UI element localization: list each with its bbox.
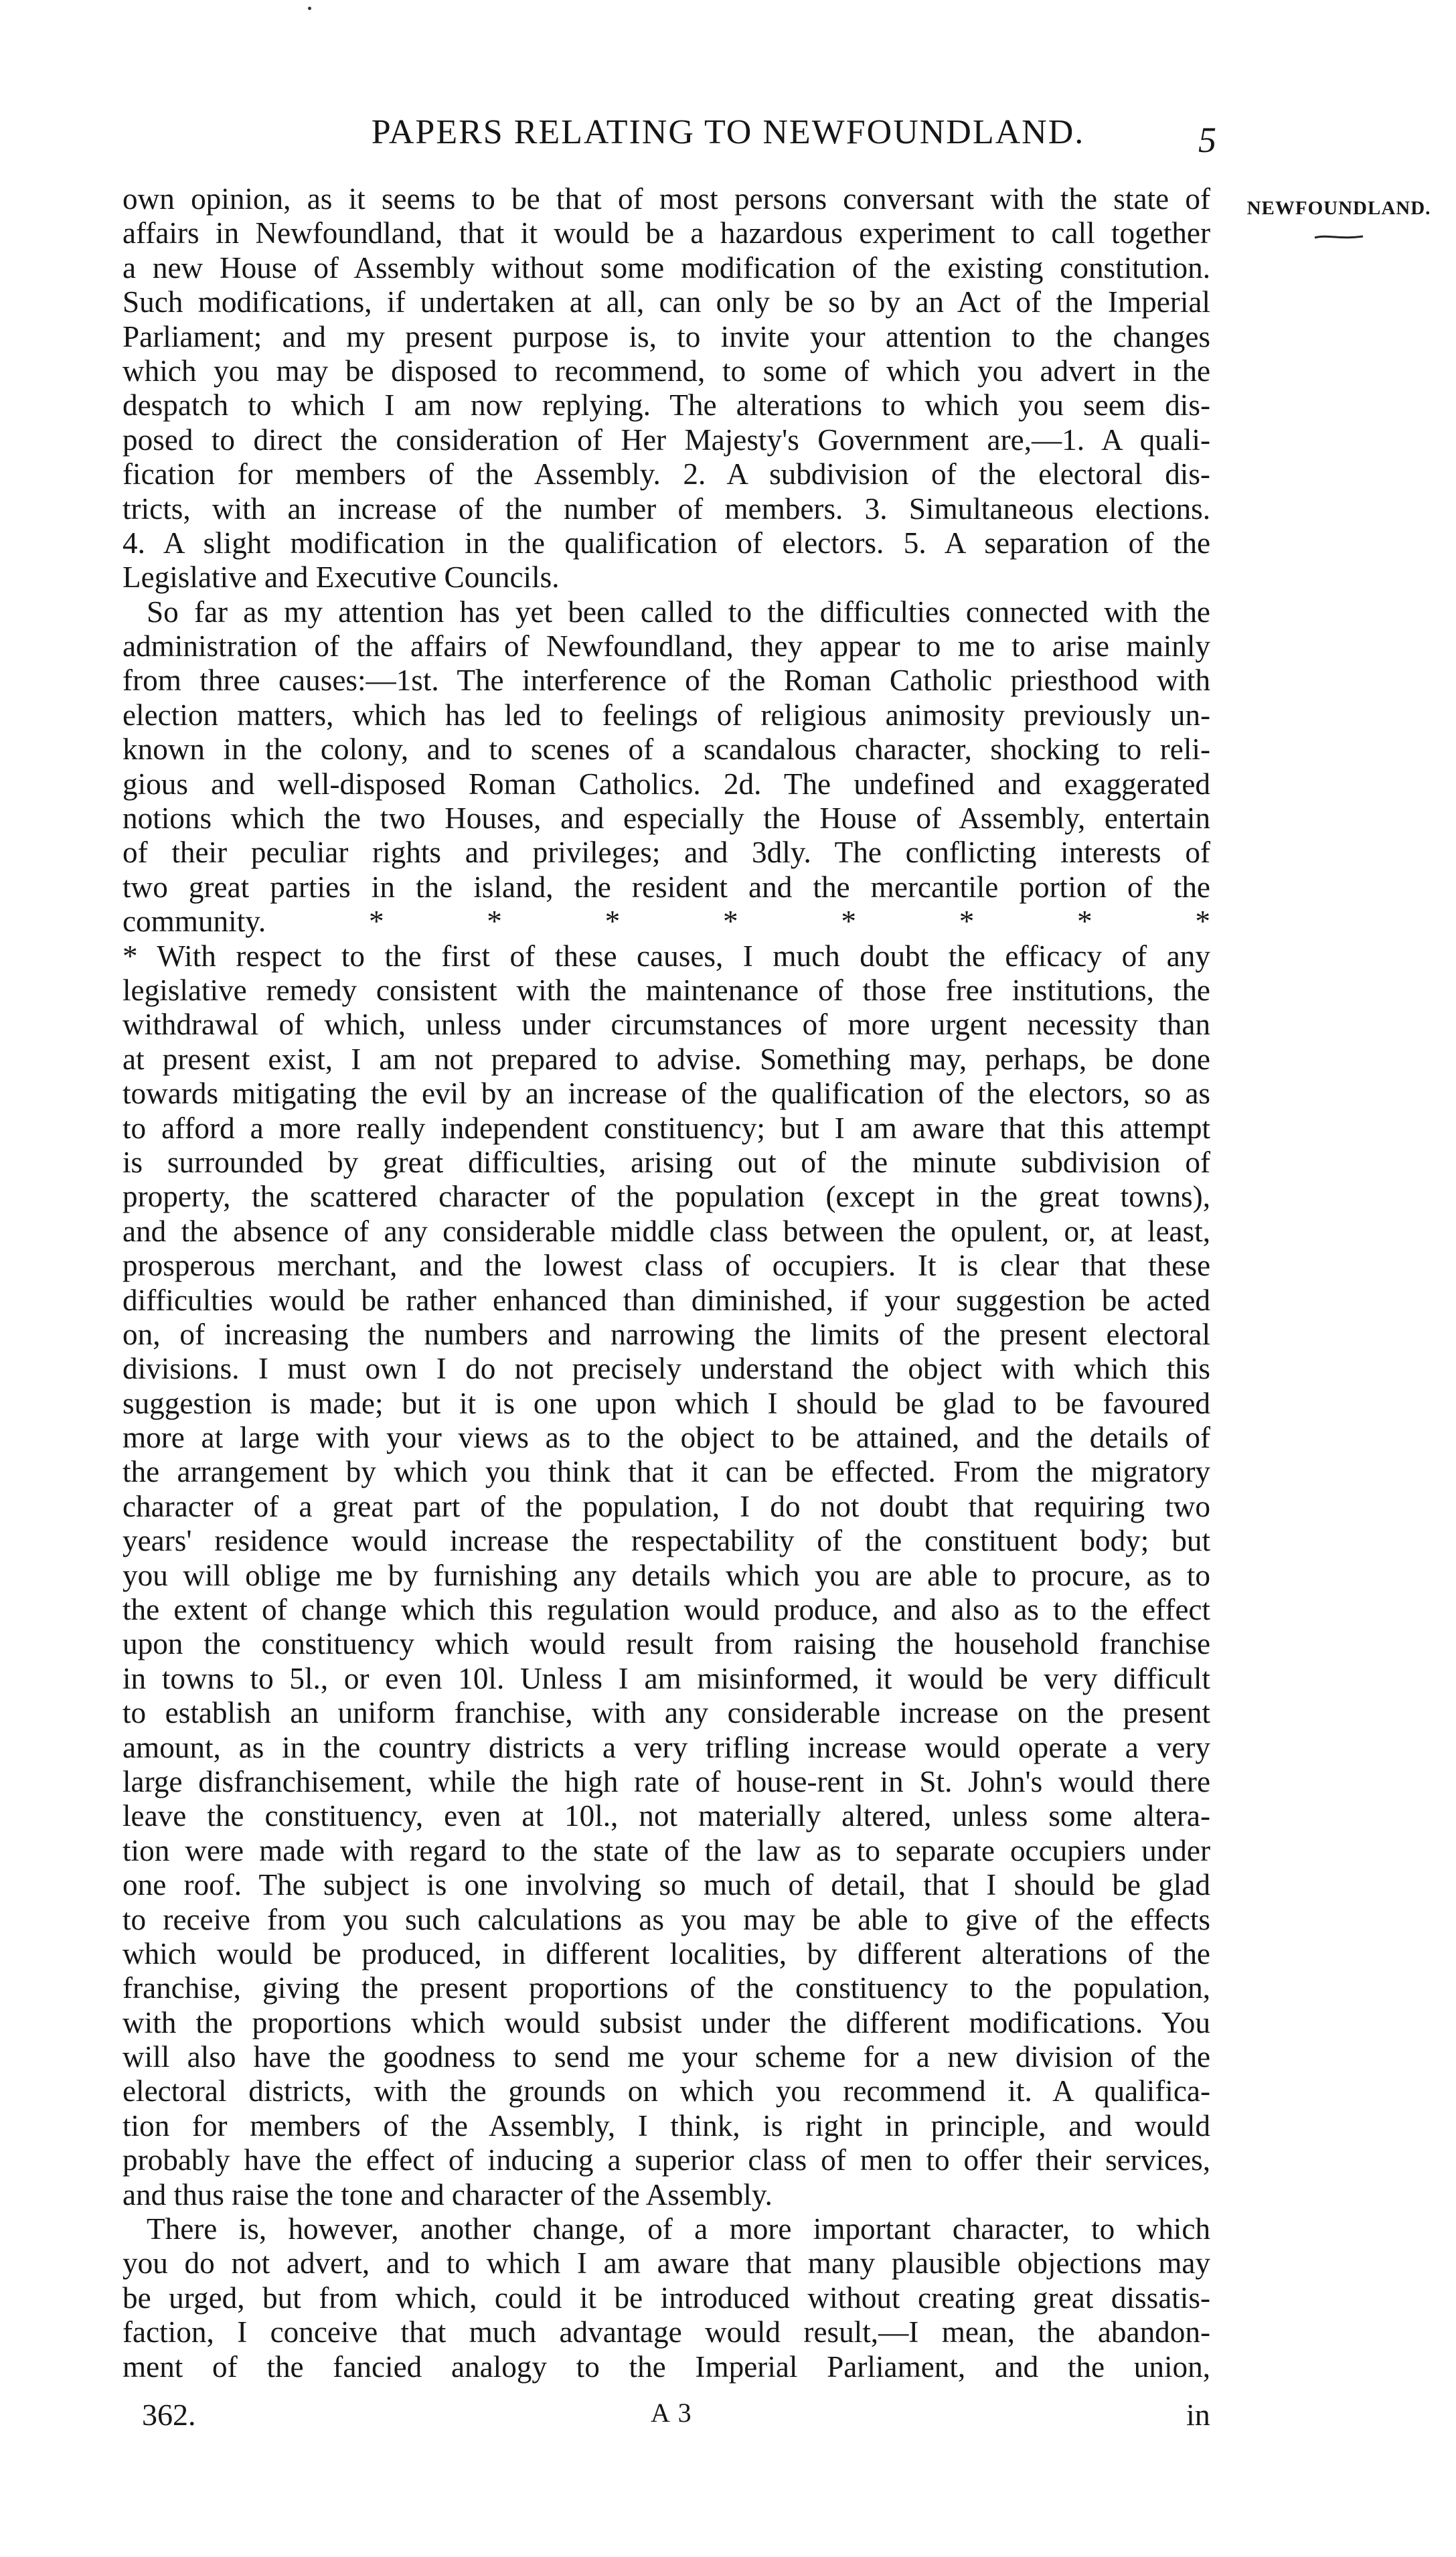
text-line: to establish an uniform franchise, with any considerable increase on the present (123, 1696, 1210, 1730)
text-line: 4. A slight modification in the qualification of electors. 5. A separation of the (123, 526, 1210, 560)
text-line: fication for members of the Assembly. 2. A subdivision of the electoral dis- (123, 457, 1210, 491)
text-line: will also have the goodness to send me your scheme for a new division of the (123, 2040, 1210, 2074)
text-line: years' residence would increase the respectability of the constituent body; but (123, 1524, 1210, 1558)
text-line: character of a great part of the population, I do not doubt that requiring two (123, 1489, 1210, 1523)
text-line: despatch to which I am now replying. The alterations to which you seem dis- (123, 388, 1210, 422)
text-line: and thus raise the tone and character of the Assembly. (123, 2177, 773, 2212)
body-text (123, 182, 1210, 2384)
margin-note: NEWFOUNDLAND. (1246, 198, 1431, 219)
text-line: in towns to 5l., or even 10l. Unless I am misinformed, it would be very difficult (123, 1661, 1210, 1695)
text-line: divisions. I must own I do not precisely understand the object with which this (123, 1352, 1210, 1386)
text-line: one roof. The subject is one involving so much of detail, that I should be glad (123, 1868, 1210, 1902)
text-line: at present exist, I am not prepared to advise. Something may, perhaps, be done (123, 1042, 1210, 1076)
text-line: legislative remedy consistent with the maintenance of those free institutions, the (123, 973, 1210, 1007)
text-line: upon the constituency which would result from raising the household franchise (123, 1627, 1210, 1661)
text-line: probably have the effect of inducing a superior class of men to offer their services, (123, 2143, 1210, 2177)
text-line: from three causes:—1st. The interference of the Roman Catholic priesthood with (123, 664, 1210, 698)
text-line: notions which the two Houses, and especially the House of Assembly, entertain (123, 801, 1210, 836)
page-header-title: PAPERS RELATING TO NEWFOUNDLAND. (371, 113, 1085, 151)
text-line: with the proportions which would subsist under the different modifications. You (123, 2005, 1210, 2039)
text-line: of their peculiar rights and privileges; and 3dly. The conflicting interests of (123, 836, 1210, 870)
text-line: election matters, which has led to feelings of religious animosity previously un- (123, 698, 1210, 732)
margin-swash-dash (1313, 234, 1364, 240)
text-line: to afford a more really independent constituency; but I am aware that this attempt (123, 1111, 1210, 1145)
text-line: tricts, with an increase of the number of members. 3. Simultaneous elections. (123, 491, 1210, 526)
text-line: tion for members of the Assembly, I think, is right in principle, and would (123, 2108, 1210, 2143)
text-line: own opinion, as it seems to be that of most persons conversant with the state of (123, 182, 1210, 216)
text-line: large disfranchisement, while the high rate of house-rent in St. John's would there (123, 1764, 1210, 1798)
footer-catchword: in (1186, 2398, 1210, 2432)
text-line: the arrangement by which you think that it can be effected. From the migratory (123, 1455, 1210, 1489)
text-line: be urged, but from which, could it be introduced without creating great dissatis- (123, 2280, 1210, 2315)
text-line: suggestion is made; but it is one upon which I should be glad to be favoured (123, 1386, 1210, 1420)
text-line: Legislative and Executive Councils. (123, 560, 560, 595)
text-line: property, the scattered character of the population (except in the great towns), (123, 1180, 1210, 1214)
text-line: known in the colony, and to scenes of a scandalous character, shocking to reli- (123, 732, 1210, 767)
text-line: towards mitigating the evil by an increase of the qualification of the electors, so as (123, 1077, 1210, 1111)
footer-sheet-number: 362. (142, 2398, 196, 2432)
text-line: the extent of change which this regulation would produce, and also as to the effect (123, 1593, 1210, 1627)
text-line: is surrounded by great difficulties, arising out of the minute subdivision of (123, 1145, 1210, 1179)
text-line: difficulties would be rather enhanced than diminished, if your suggestion be acted (123, 1283, 1210, 1317)
text-line: a new House of Assembly without some modification of the existing constitution. (123, 250, 1210, 285)
text-line: * With respect to the first of these causes, I much doubt the efficacy of any (123, 939, 1210, 973)
text-line: franchise, giving the present proportions of the constituency to the population, (123, 1971, 1210, 2005)
text-line: tion were made with regard to the state of the law as to separate occupiers under (123, 1833, 1210, 1867)
text-line: which would be produced, in different localities, by different alterations of the (123, 1936, 1210, 1970)
text-line: ment of the fancied analogy to the Imperial Parliament, and the union, (123, 2349, 1210, 2384)
text-line: community. * * * * * * * * (123, 905, 1210, 939)
text-line: So far as my attention has yet been called to the difficulties connected with the (147, 595, 1210, 629)
text-line: and the absence of any considerable middle class between the opulent, or, at least, (123, 1214, 1210, 1248)
text-line: Such modifications, if undertaken at all, can only be so by an Act of the Imperial (123, 285, 1210, 319)
text-line: on, of increasing the numbers and narrowing the limits of the present electoral (123, 1317, 1210, 1351)
text-line: gious and well-disposed Roman Catholics. 2d. The undefined and exaggerated (123, 767, 1210, 801)
text-line: prosperous merchant, and the lowest class of occupiers. It is clear that these (123, 1249, 1210, 1283)
text-line: There is, however, another change, of a more important character, to which (147, 2212, 1210, 2246)
text-line: affairs in Newfoundland, that it would be a hazardous experiment to call together (123, 216, 1210, 250)
text-line: which you may be disposed to recommend, to some of which you advert in the (123, 354, 1210, 388)
text-line: leave the constituency, even at 10l., not materially altered, unless some altera- (123, 1799, 1210, 1833)
text-line: you do not advert, and to which I am aware that many plausible objections may (123, 2246, 1210, 2280)
text-line: posed to direct the consideration of Her Majesty's Government are,—1. A quali- (123, 422, 1210, 457)
text-line: electoral districts, with the grounds on which you recommend it. A qualifica- (123, 2074, 1210, 2108)
text-line: two great parties in the island, the resident and the mercantile portion of the (123, 870, 1210, 904)
text-line: more at large with your views as to the object to be attained, and the details of (123, 1421, 1210, 1455)
footer-signature-mark: A 3 (651, 2398, 693, 2428)
page-number: 5 (1198, 120, 1216, 160)
text-line: to receive from you such calculations as you may be able to give of the effects (123, 1902, 1210, 1936)
text-line: you will oblige me by furnishing any details which you are able to procure, as to (123, 1558, 1210, 1592)
text-line: withdrawal of which, unless under circumstances of more urgent necessity than (123, 1008, 1210, 1042)
text-line: administration of the affairs of Newfoundland, they appear to me to arise mainly (123, 629, 1210, 664)
text-line: faction, I conceive that much advantage would result,—I mean, the abandon- (123, 2315, 1210, 2349)
text-line: amount, as in the country districts a very trifling increase would operate a very (123, 1730, 1210, 1764)
text-line: Parliament; and my present purpose is, to invite your attention to the changes (123, 319, 1210, 354)
stray-mark (308, 7, 311, 10)
